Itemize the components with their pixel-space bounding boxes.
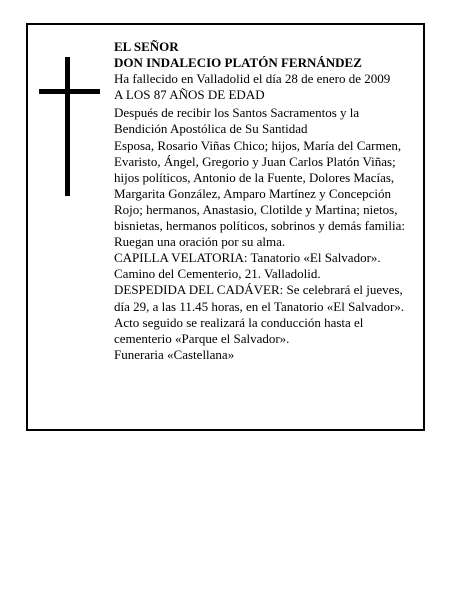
farewell-line: cementerio «Parque el Salvador». (114, 330, 290, 346)
family-line: Evaristo, Ángel, Gregorio y Juan Carlos Platón Viñas; (114, 153, 396, 169)
farewell-line: Acto seguido se realizará la conducción hasta el (114, 314, 364, 330)
family-paragraph (114, 138, 420, 251)
chapel-line: Camino del Cementerio, 21. Valladolid. (114, 266, 321, 282)
death-announcement: Ha fallecido en Valladolid el día 28 de enero de 2009 (114, 71, 391, 87)
family-line: Esposa, Rosario Viñas Chico; hijos, María del Carmen, (114, 137, 402, 153)
sacraments-line: Después de recibir los Santos Sacramentos y la (114, 105, 360, 121)
family-line: hijos políticos, Antonio de la Fuente, Dolores Macías, (114, 169, 395, 185)
chapel-paragraph (114, 250, 420, 282)
family-line: Margarita González, Amparo Martínez y Concepción (114, 185, 391, 201)
sacraments-paragraph (114, 105, 420, 137)
latin-cross-icon (39, 57, 100, 196)
family-line: bisnietas, hermanos políticos, sobrinos y demás familia: (114, 218, 406, 234)
family-line: Rojo; hermanos, Anastasio, Clotilde y Martina; nietos, (114, 201, 398, 217)
obituary-text (114, 39, 420, 363)
farewell-line: día 29, a las 11.45 horas, en el Tanatorio «El Salvador». (114, 298, 405, 314)
deceased-name: DON INDALECIO PLATÓN FERNÁNDEZ (114, 55, 362, 71)
notice-title-honorific: EL SEÑOR (114, 39, 179, 54)
prayer-request: Ruegan una oración por su alma. (114, 234, 286, 250)
farewell-line: DESPEDIDA DEL CADÁVER: Se celebrará el jueves, (114, 282, 403, 298)
cross-horizontal-bar (39, 89, 100, 94)
sacraments-line: Bendición Apostólica de Su Santidad (114, 121, 308, 137)
funeral-home: Funeraria «Castellana» (114, 346, 235, 362)
chapel-line: CAPILLA VELATORIA: Tanatorio «El Salvador». (114, 250, 381, 266)
age-at-death: A LOS 87 AÑOS DE EDAD (114, 87, 265, 103)
cross-vertical-bar (65, 57, 70, 196)
farewell-paragraph (114, 282, 420, 346)
